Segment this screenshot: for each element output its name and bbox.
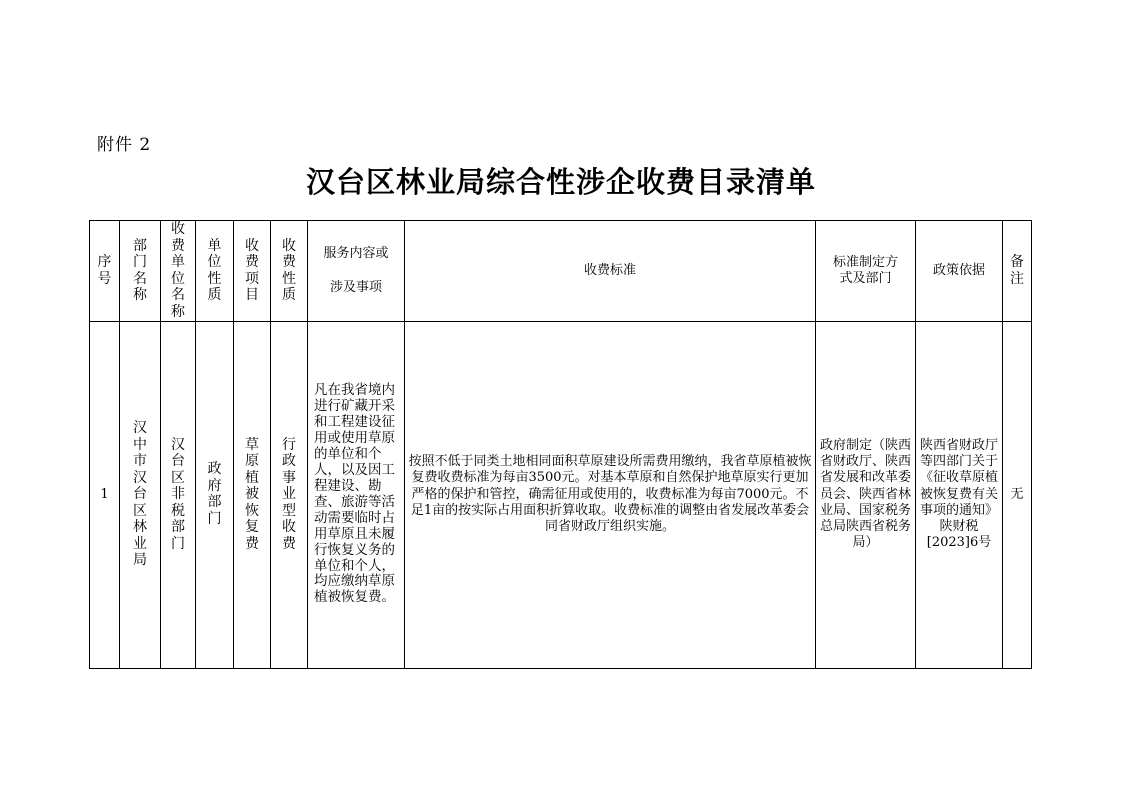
cell-basis: 陕西省财政厅等四部门关于《征收草原植被恢复费有关事项的通知》陕财税[2023]6号 bbox=[916, 321, 1003, 668]
page-title: 汉台区林业局综合性涉企收费目录清单 bbox=[305, 165, 816, 199]
cell-service: 凡在我省境内进行矿藏开采和工程建设征用或使用草原的单位和个人，以及因工程建设、勘查、旅游等活动需要临时占用草原且未履行恢复义务的单位和个人，均应缴纳草原植被恢复费。 bbox=[308, 321, 405, 668]
cell-maker: 政府制定（陕西省财政厅、陕西省发展和改革委员会、陕西省林业局、国家税务总局陕西省税务局） bbox=[816, 321, 916, 668]
header-remark: 备注 bbox=[1003, 221, 1032, 322]
header-service: 服务内容或涉及事项 bbox=[308, 221, 405, 322]
cell-fee-nature: 行政事业型收费 bbox=[271, 321, 308, 668]
table-header-row bbox=[90, 221, 1032, 322]
header-maker: 标准制定方式及部门 bbox=[816, 221, 916, 322]
header-basis: 政策依据 bbox=[916, 221, 1003, 322]
header-unit: 收费单位名称 bbox=[161, 221, 196, 322]
cell-unit: 汉台区非税部门 bbox=[161, 321, 196, 668]
attachment-label: 附件 2 bbox=[97, 135, 152, 155]
header-dept: 部门名称 bbox=[120, 221, 161, 322]
header-item: 收费项目 bbox=[234, 221, 271, 322]
cell-item: 草原植被恢复费 bbox=[234, 321, 271, 668]
header-seq: 序号 bbox=[90, 221, 120, 322]
cell-dept: 汉中市汉台区林业局 bbox=[120, 321, 161, 668]
cell-remark: 无 bbox=[1003, 321, 1032, 668]
table-row bbox=[90, 321, 1032, 668]
cell-standard: 按照不低于同类土地相同面积草原建设所需费用缴纳，我省草原植被恢复费收费标准为每亩3500元。对基本草原和自然保护地草原实行更加严格的保护和管控，确需征用或使用的，收费标准为每亩7000元。不足1亩的按实际占用面积折算收取。收费标准的调整由省发展改革委会同省财政厅组织实施。 bbox=[405, 321, 816, 668]
header-standard: 收费标准 bbox=[405, 221, 816, 322]
cell-seq: 1 bbox=[90, 321, 120, 668]
cell-nature: 政府部门 bbox=[196, 321, 234, 668]
header-fee-nature: 收费性质 bbox=[271, 221, 308, 322]
fee-table bbox=[89, 220, 1032, 669]
header-nature: 单位性质 bbox=[196, 221, 234, 322]
